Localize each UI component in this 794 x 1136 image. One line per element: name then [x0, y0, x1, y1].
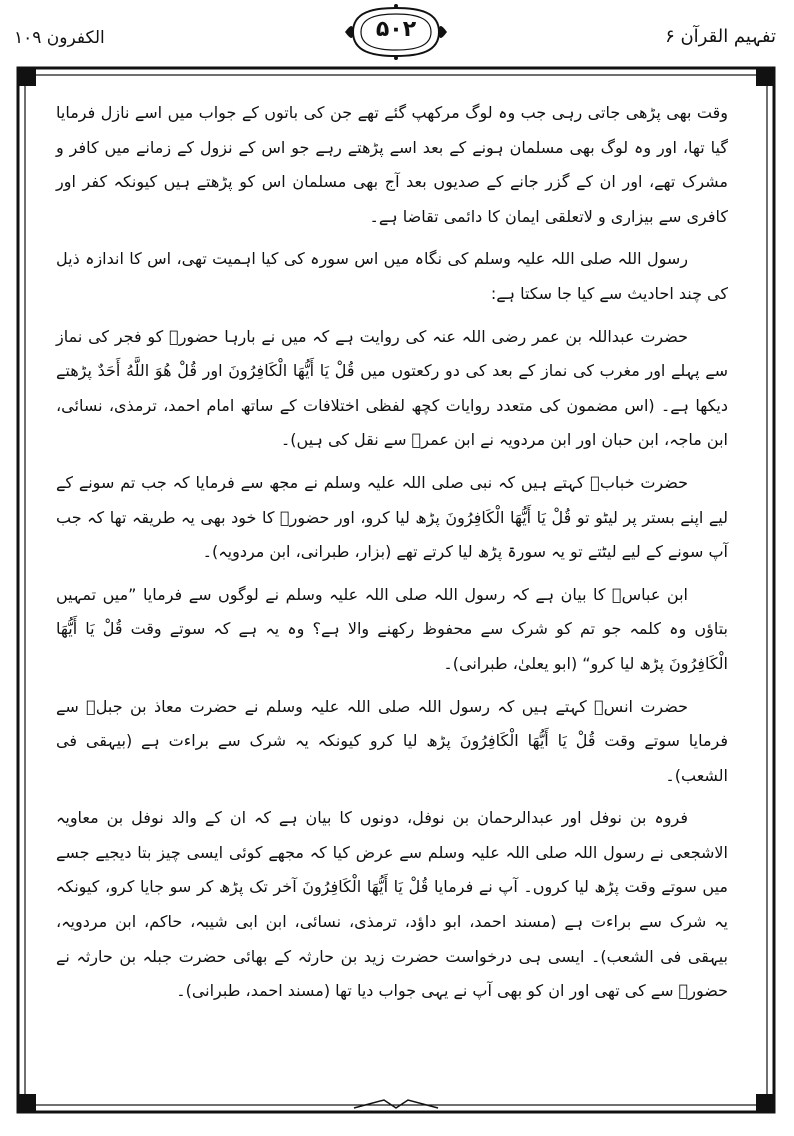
- paragraph-5: ابن عباسؓ کا بیان ہے کہ رسول اللہ صلی اللہ علیہ وسلم نے لوگوں سے فرمایا ”میں تمہیں بتاؤں وہ کلمہ جو تم کو شرک سے محفوظ رکھنے والا ہے؟ وہ یہ ہے کہ سوتے وقت قُلْ يَا أَيُّهَا الْكَافِرُونَ پڑھ لیا کرو“ (ابو یعلیٰ، طبرانی)۔: [56, 584, 728, 673]
- paragraph-7: فروہ بن نوفل اور عبدالرحمان بن نوفل، دونوں کا بیان ہے کہ ان کے والد نوفل بن معاویہ الاشجعی نے رسول اللہ صلی اللہ علیہ وسلم سے عرض کیا کہ مجھے کوئی ایسی چیز بتا دیجیے جسے میں سوتے وقت پڑھ لیا کروں۔ آپ نے فرمایا قُلْ يَا أَيُّهَا الْكَافِرُونَ آخر تک پڑھ کر سو جایا کرو، کیونکہ یہ شرک سے براءت ہے (مسند احمد، ابو داؤد، ترمذی، نسائی، ابن ابی شیبہ، حاکم، ابن مردویہ، بیہقی فی الشعب)۔ ایسی ہی درخواست حضرت زید بن حارثہ کے بھائی حضرت جبلہ بن حارثہ نے حضورؐ سے کی تھی اور ان کو بھی آپ نے یہی جواب دیا تھا (مسند احمد، طبرانی)۔: [56, 808, 728, 1001]
- page-number-badge: [343, 2, 449, 60]
- page-header: [0, 0, 794, 70]
- body-text: [56, 96, 728, 1076]
- paragraph-2: رسول اللہ صلی اللہ علیہ وسلم کی نگاہ میں اس سورہ کی کیا اہمیت تھی، اس کا اندازہ ذیل کی چند احادیث سے کیا جا سکتا ہے:: [56, 249, 728, 303]
- paragraph-1: وقت بھی پڑھی جاتی رہی جب وہ لوگ مرکھپ گئے تھے جن کی باتوں کے جواب میں اسے نازل فرمایا گیا تھا، اور وہ لوگ بھی مسلمان ہونے کے بعد اسے پڑھتے رہے جو اس کے نزول کے زمانے میں کافر و مشرک تھے، اور ان کے گزر جانے کے صدیوں بعد آج بھی مسلمان اس کو پڑھتے ہیں کیونکہ کفر اور کافری سے بیزاری و لاتعلقی ایمان کا دائمی تقاضا ہے۔: [56, 103, 728, 226]
- paragraph-4: حضرت خبابؓ کہتے ہیں کہ نبی صلی اللہ علیہ وسلم نے مجھ سے فرمایا کہ جب تم سونے کے لیے اپنے بستر پر لیٹو تو قُلْ يَا أَيُّهَا الْكَافِرُونَ پڑھ لیا کرو، اور حضورؐ کا خود بھی یہ طریقہ تھا کہ جب آپ سونے کے لیے لیٹتے تو یہ سورۃ پڑھ لیا کرتے تھے (بزار، طبرانی، ابن مردویہ)۔: [56, 472, 728, 562]
- paragraph-3: حضرت عبداللہ بن عمر رضی اللہ عنہ کی روایت ہے کہ میں نے بارہا حضورؐ کو فجر کی نماز سے پہلے اور مغرب کی نماز کے بعد کی دو رکعتوں میں قُلْ يَا أَيُّهَا الْكَافِرُونَ اور قُلْ هُوَ اللَّهُ أَحَدٌ پڑھتے دیکھا ہے۔ (اس مضمون کی متعدد روایات کچھ لفظی اختلافات کے ساتھ امام احمد، ترمذی، نسائی، ابن ماجہ، ابن حبان اور ابن مردویہ نے ابن عمرؓ سے نقل کی ہیں)۔: [56, 326, 728, 450]
- book-running-head: تفہیم القرآن ۶: [665, 26, 776, 47]
- page-number: ۵۰۲: [375, 17, 417, 42]
- surah-running-head: الکفرون ۱۰۹: [14, 28, 105, 48]
- paragraph-6: حضرت انسؓ کہتے ہیں کہ رسول اللہ صلی اللہ علیہ وسلم نے حضرت معاذ بن جبلؓ سے فرمایا سوتے وقت قُلْ يَا أَيُّهَا الْكَافِرُونَ پڑھ لیا کرو کیونکہ یہ شرک سے براءت ہے (بیہقی فی الشعب)۔: [56, 696, 728, 785]
